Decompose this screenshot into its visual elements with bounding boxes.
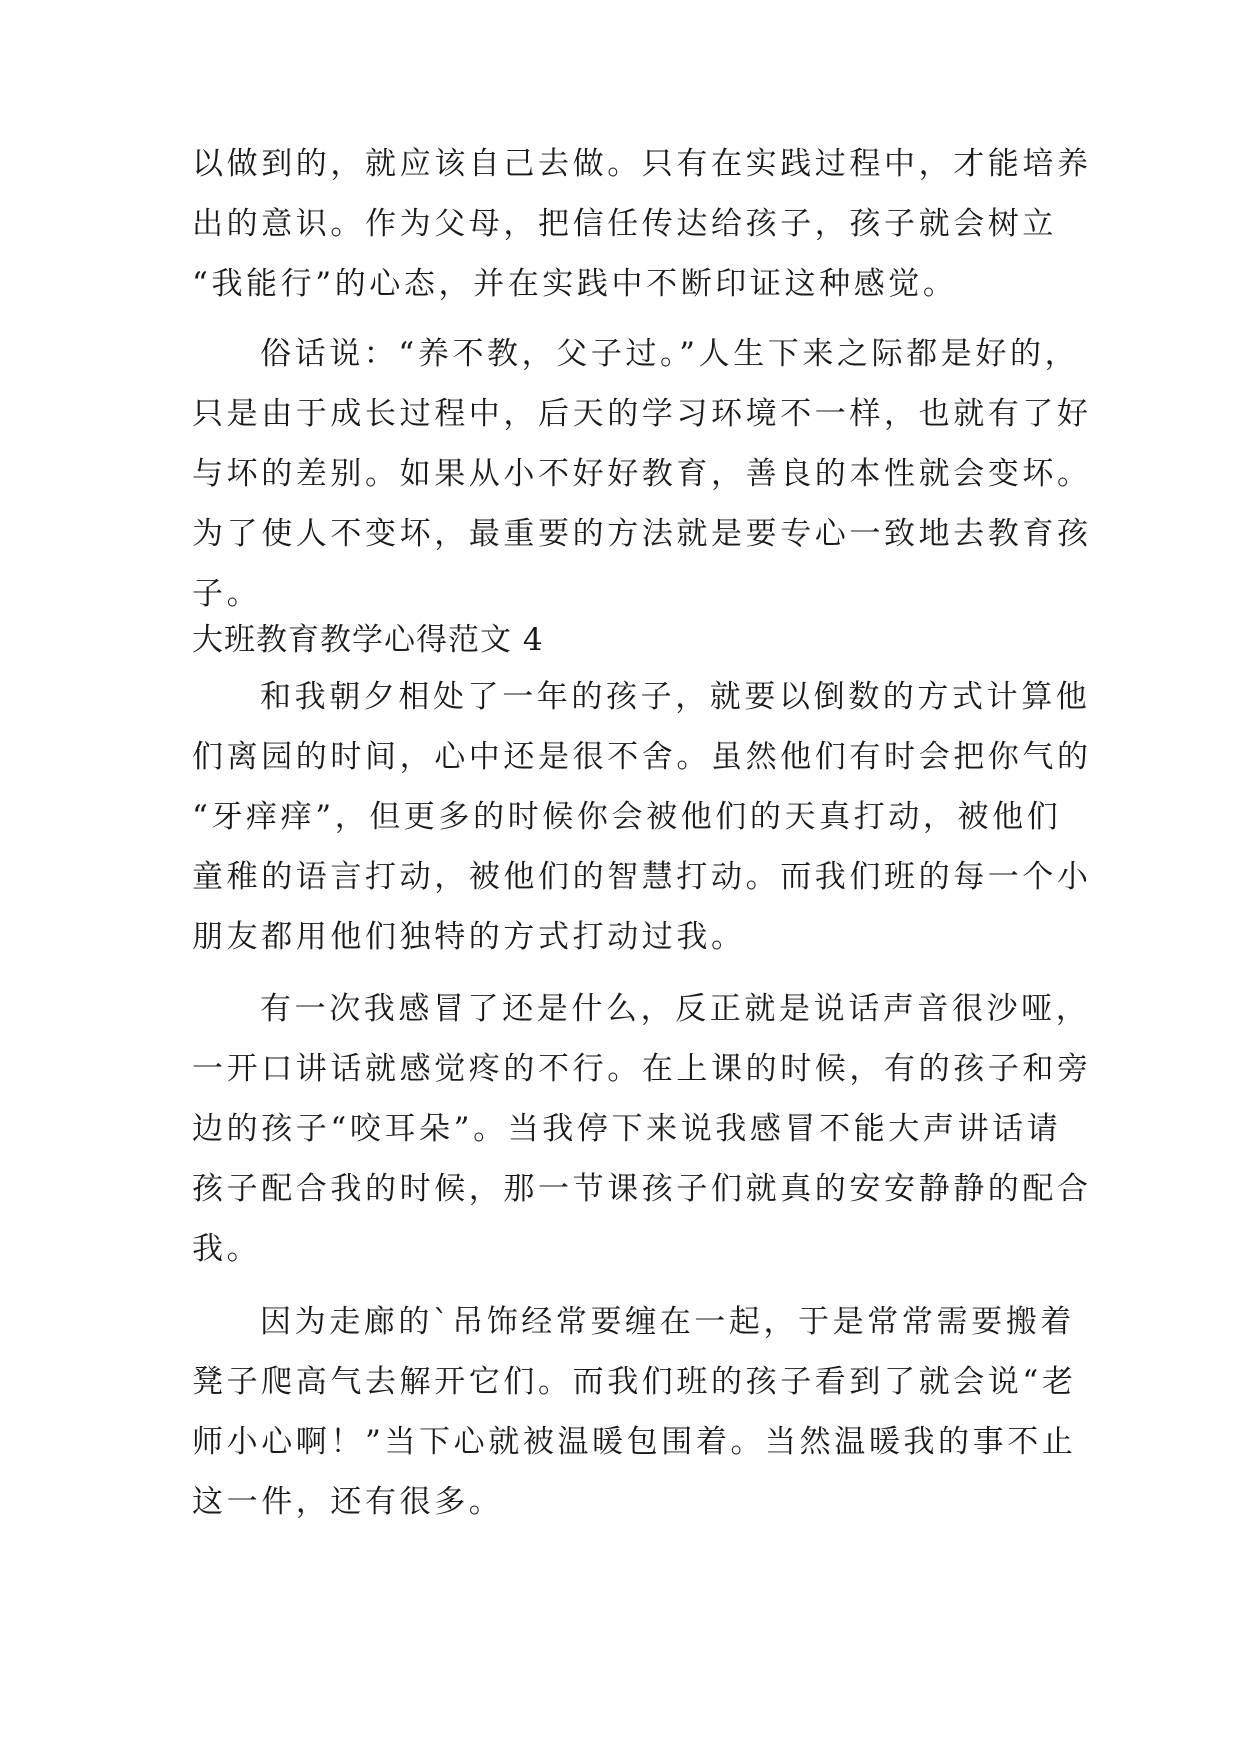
paragraph-1	[192, 134, 1092, 314]
text-line: 俗话说：“养不教，父子过。”人生下来之际都是好的，	[260, 336, 1080, 372]
text-line: 边的孩子“咬耳朵”。当我停下来说我感冒不能大声讲话请	[192, 1111, 1062, 1147]
text-line: 出的意识。作为父母，把信任传达给孩子，孩子就会树立	[192, 206, 1057, 242]
paragraph-2	[192, 324, 1092, 624]
text-line: “牙痒痒”，但更多的时候你会被他们的天真打动，被他们	[192, 799, 1062, 835]
text-line: 子。	[192, 576, 262, 612]
text-line: 一开口讲话就感觉疼的不行。在上课的时候，有的孩子和旁	[192, 1051, 1092, 1087]
text-line: 只是由于成长过程中，后天的学习环境不一样，也就有了好	[192, 396, 1092, 432]
text-line: 凳子爬高气去解开它们。而我们班的孩子看到了就会说“老	[192, 1364, 1077, 1400]
text-line: 为了使人不变坏，最重要的方法就是要专心一致地去教育孩	[192, 516, 1092, 552]
text-line: 孩子配合我的时候，那一节课孩子们就真的安安静静的配合	[192, 1171, 1092, 1207]
text-line: 以做到的，就应该自己去做。只有在实践过程中，才能培养	[192, 146, 1092, 182]
text-line: 我。	[192, 1231, 262, 1267]
text-line: 与坏的差别。如果从小不好好教育，善良的本性就会变坏。	[192, 456, 1092, 492]
text-line: 因为走廊的`吊饰经常要缠在一起，于是常常需要搬着	[260, 1304, 1075, 1340]
text-line: “我能行”的心态，并在实践中不断印证这种感觉。	[192, 266, 958, 302]
paragraph-4	[192, 979, 1092, 1279]
text-line: 和我朝夕相处了一年的孩子，就要以倒数的方式计算他	[260, 679, 1091, 715]
paragraph-5	[192, 1292, 1077, 1532]
section-title: 大班教育教学心得范文 4	[192, 622, 544, 658]
text-line: 这一件，还有很多。	[192, 1484, 504, 1520]
paragraph-3	[192, 667, 1092, 967]
text-line: 有一次我感冒了还是什么，反正就是说话声音很沙哑，	[260, 991, 1091, 1027]
text-line: 朋友都用他们独特的方式打动过我。	[192, 919, 746, 955]
text-line: 童稚的语言打动，被他们的智慧打动。而我们班的每一个小	[192, 859, 1092, 895]
text-line: 们离园的时间，心中还是很不舍。虽然他们有时会把你气的	[192, 739, 1092, 775]
text-line: 师小心啊！”当下心就被温暖包围着。当然温暖我的事不止	[192, 1424, 1077, 1460]
